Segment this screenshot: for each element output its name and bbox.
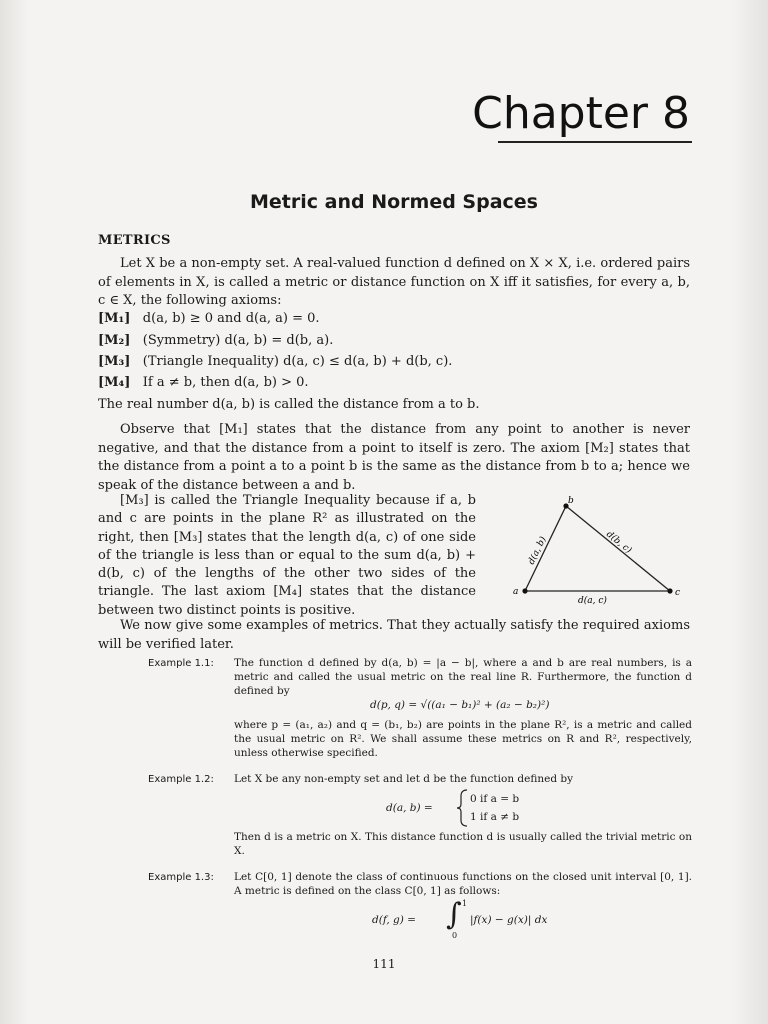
label-a: a (513, 587, 519, 597)
integral-upper: 1 (462, 899, 468, 908)
label-dac: d(a, c) (578, 596, 607, 605)
observe-text: Observe that [M₁] states that the distance from any point to another is never negative, and that the distance from a point to itself is zero. The axiom [M₂] states that the distance from a point a to a point b is the same as the distance from b to a; hence we speak of the distance between a and b. (98, 422, 690, 493)
trivial-formula-lhs: d(a, b) = (386, 802, 433, 814)
label-c: c (675, 588, 681, 598)
examples-intro (98, 617, 690, 654)
axiom-label: [M₃] (98, 354, 131, 369)
integral-sign: ∫ (446, 897, 462, 932)
axiom-text: (Triangle Inequality) d(a, c) ≤ d(a, b) + d(b, c). (142, 354, 453, 369)
page-number: 111 (372, 957, 396, 971)
axiom-m4 (98, 374, 309, 392)
side-ab (525, 506, 566, 591)
example-1-2-text (234, 772, 692, 786)
axiom-m2 (98, 332, 333, 350)
examples-intro-text: We now give some examples of metrics. That they actually satisfy the required axioms will be verified later. (98, 618, 690, 652)
chapter-title: Chapter 8 (472, 88, 690, 139)
distance-text: The real number d(a, b) is called the distance from a to b. (98, 397, 480, 412)
axiom-m1 (98, 310, 320, 328)
example-text: Then d is a metric on X. This distance function d is usually called the trivial metric on X. (234, 831, 692, 857)
integral-lower: 0 (452, 931, 458, 940)
label-b: b (568, 496, 574, 506)
example-1-1-label: Example 1.1: (148, 658, 214, 669)
example-text: Let X be any non-empty set and let d be the function defined by (234, 773, 574, 785)
page-left-edge (0, 0, 28, 1024)
axiom-label: [M₂] (98, 333, 131, 348)
axiom-label: [M₁] (98, 311, 131, 326)
observe-paragraph (98, 421, 690, 495)
point-a (522, 588, 527, 593)
intro-text: Let X be a non-empty set. A real-valued function d defined on X × X, i.e. ordered pairs of elements in X, is called a metric or distance function on X iff it satisfies, for every a, b, c ∈ X, the following axioms: (98, 256, 690, 308)
triangle-figure (500, 495, 690, 605)
metrics-heading: METRICS (98, 233, 171, 248)
chapter-rule (498, 141, 692, 143)
distance-definition (98, 396, 690, 415)
triangle-text: [M₃] is called the Triangle Inequality because if a, b and c are points in the plane R² as illustrated on the right, then [M₃] states that the length d(a, c) of one side of the triangle is less than or equal to the sum d(a, b) + d(b, c) of the lengths of the other two sides of the triangle. The last axiom [M₄] states that the distance between two distinct points is positive. (98, 493, 476, 618)
example-text: Let C[0, 1] denote the class of continuous functions on the closed unit interval [0, 1]. A metric is defined on the class C[0, 1] as follows: (234, 871, 692, 897)
example-1-2-label: Example 1.2: (148, 774, 214, 785)
page-right-edge (732, 0, 768, 1024)
integrand: |f(x) − g(x)| dx (470, 914, 548, 926)
example-1-3-label: Example 1.3: (148, 872, 214, 883)
point-c (667, 588, 672, 593)
label-dbc: d(b, c) (604, 529, 634, 556)
example-1-1-text (234, 656, 692, 698)
example-1-1-text-2 (234, 718, 692, 760)
intro-paragraph (98, 255, 690, 311)
axiom-text: d(a, b) ≥ 0 and d(a, a) = 0. (142, 311, 320, 326)
axiom-text: (Symmetry) d(a, b) = d(b, a). (142, 333, 334, 348)
euclidean-formula: d(p, q) = √((a₁ − b₁)² + (a₂ − b₂)²) (370, 699, 550, 711)
example-1-3-text (234, 870, 692, 898)
example-text: The function d defined by d(a, b) = |a − b|, where a and b are real numbers, is a metric and called the usual metric on the real line R. Furthermore, the function d defined by (234, 657, 692, 697)
triangle-paragraph (98, 492, 476, 620)
axiom-label: [M₄] (98, 375, 131, 390)
integral-formula-lhs: d(f, g) = (372, 914, 416, 926)
example-1-2-text-2 (234, 830, 692, 858)
example-text: where p = (a₁, a₂) and q = (b₁, b₂) are points in the plane R², is a metric and called the usual metric on R². We shall assume these metrics on R and R², respectively, unless otherwise specified. (234, 719, 692, 759)
label-dab: d(a, b) (526, 535, 549, 567)
trivial-case-equal: 0 if a = b (470, 793, 520, 805)
axiom-m3 (98, 353, 452, 371)
section-title: Metric and Normed Spaces (250, 191, 538, 213)
left-brace (456, 788, 470, 828)
trivial-case-unequal: 1 if a ≠ b (470, 811, 520, 823)
axiom-text: If a ≠ b, then d(a, b) > 0. (142, 375, 309, 390)
